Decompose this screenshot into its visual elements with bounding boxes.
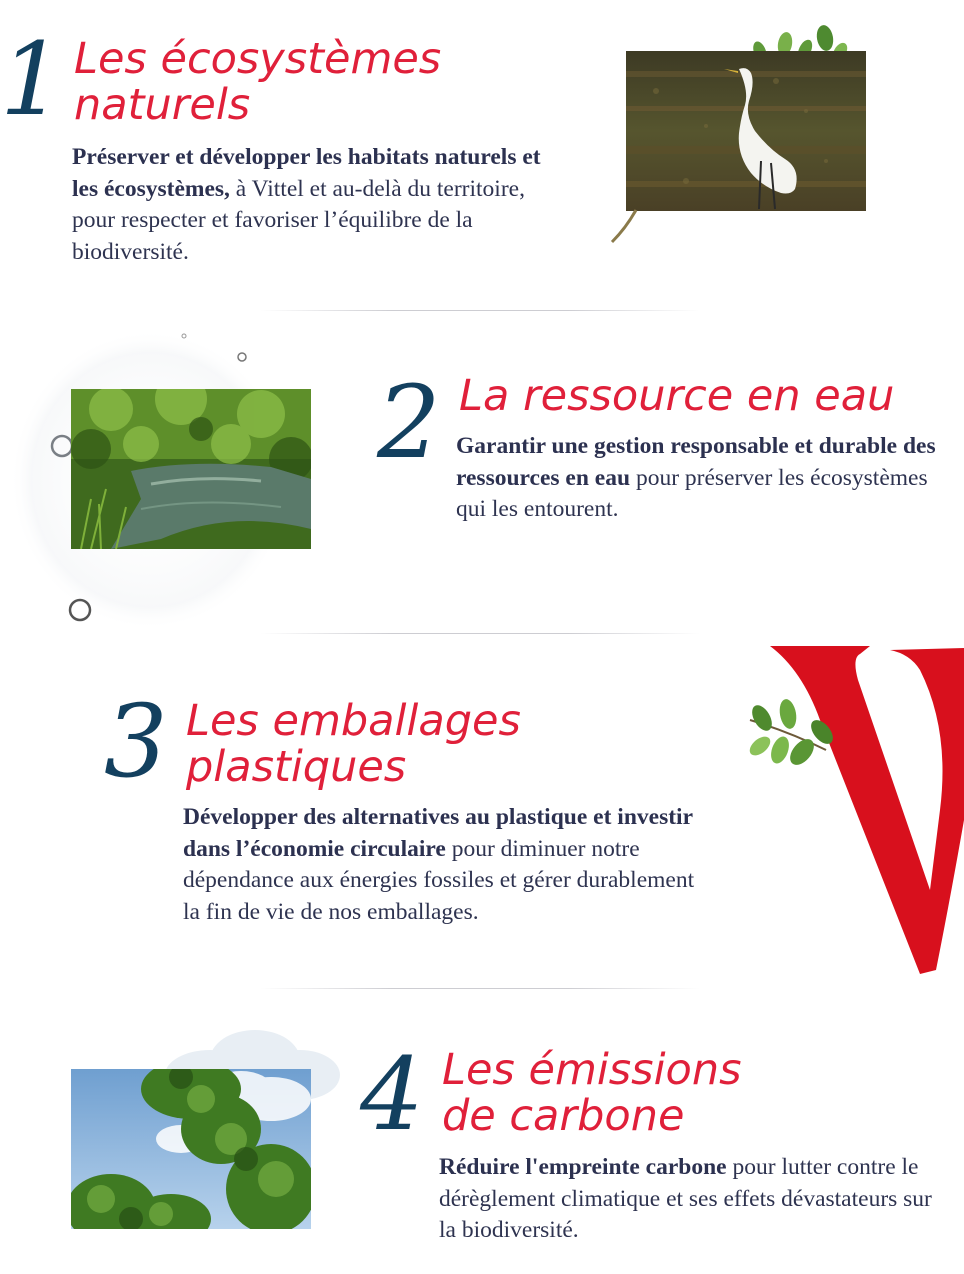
egret-photo xyxy=(626,51,866,211)
section-number: 2 xyxy=(377,364,441,481)
section-description-bold: Préserver et développer les habitats naturels et les écosystèmes, xyxy=(72,144,541,202)
section-title-line2: naturels xyxy=(74,80,251,131)
section-description xyxy=(456,431,956,526)
section-description-rest: à Vittel et au-delà du territoire, pour respecter et favoriser l’équilibre de la biodiversité. xyxy=(72,175,525,265)
section-title-line2: plastiques xyxy=(186,742,407,793)
section-title xyxy=(74,36,441,129)
section-description xyxy=(72,142,572,268)
section-title-line1: Les emballages xyxy=(186,696,521,746)
section-title-line2: de carbone xyxy=(442,1091,685,1142)
section-title-line1: La ressource en eau xyxy=(459,371,895,421)
section-description-bold: Garantir une gestion responsable et durable des ressources en eau xyxy=(456,433,936,491)
section-divider xyxy=(260,988,700,989)
section-description-rest: pour diminuer notre dépendance aux énergies fossiles et gérer durablement la fin de vie de nos emballages. xyxy=(183,835,695,925)
section-divider xyxy=(260,310,700,311)
section-description-rest: pour lutter contre le dérèglement climatique et ses effets dévastateurs sur la biodiversité. xyxy=(439,1154,932,1243)
section-divider xyxy=(260,633,700,634)
section-number: 4 xyxy=(360,1036,424,1153)
section-number: 1 xyxy=(0,21,64,138)
section-description xyxy=(439,1152,954,1247)
trees-sky-photo xyxy=(71,1069,311,1229)
section-description xyxy=(183,802,703,928)
section-title xyxy=(186,698,521,791)
section-number: 3 xyxy=(104,683,168,800)
twig-decoration xyxy=(606,208,646,248)
section-ecosystemes xyxy=(0,0,964,300)
section-emissions-carbone xyxy=(0,995,964,1274)
section-ressource-eau xyxy=(0,315,964,635)
section-description-bold: Réduire l'empreinte carbone xyxy=(439,1154,727,1180)
river-photo xyxy=(71,389,311,549)
section-title-line1: Les écosystèmes xyxy=(74,34,442,84)
section-title xyxy=(459,373,894,419)
big-red-v-logo xyxy=(740,640,964,980)
section-description-rest: pour préserver les écosystèmes qui les entourent. xyxy=(456,464,928,522)
section-title-line1: Les émissions xyxy=(442,1045,742,1095)
section-description-bold: Développer des alternatives au plastique et investir dans l’économie circulaire xyxy=(183,804,693,862)
section-title xyxy=(442,1047,742,1140)
